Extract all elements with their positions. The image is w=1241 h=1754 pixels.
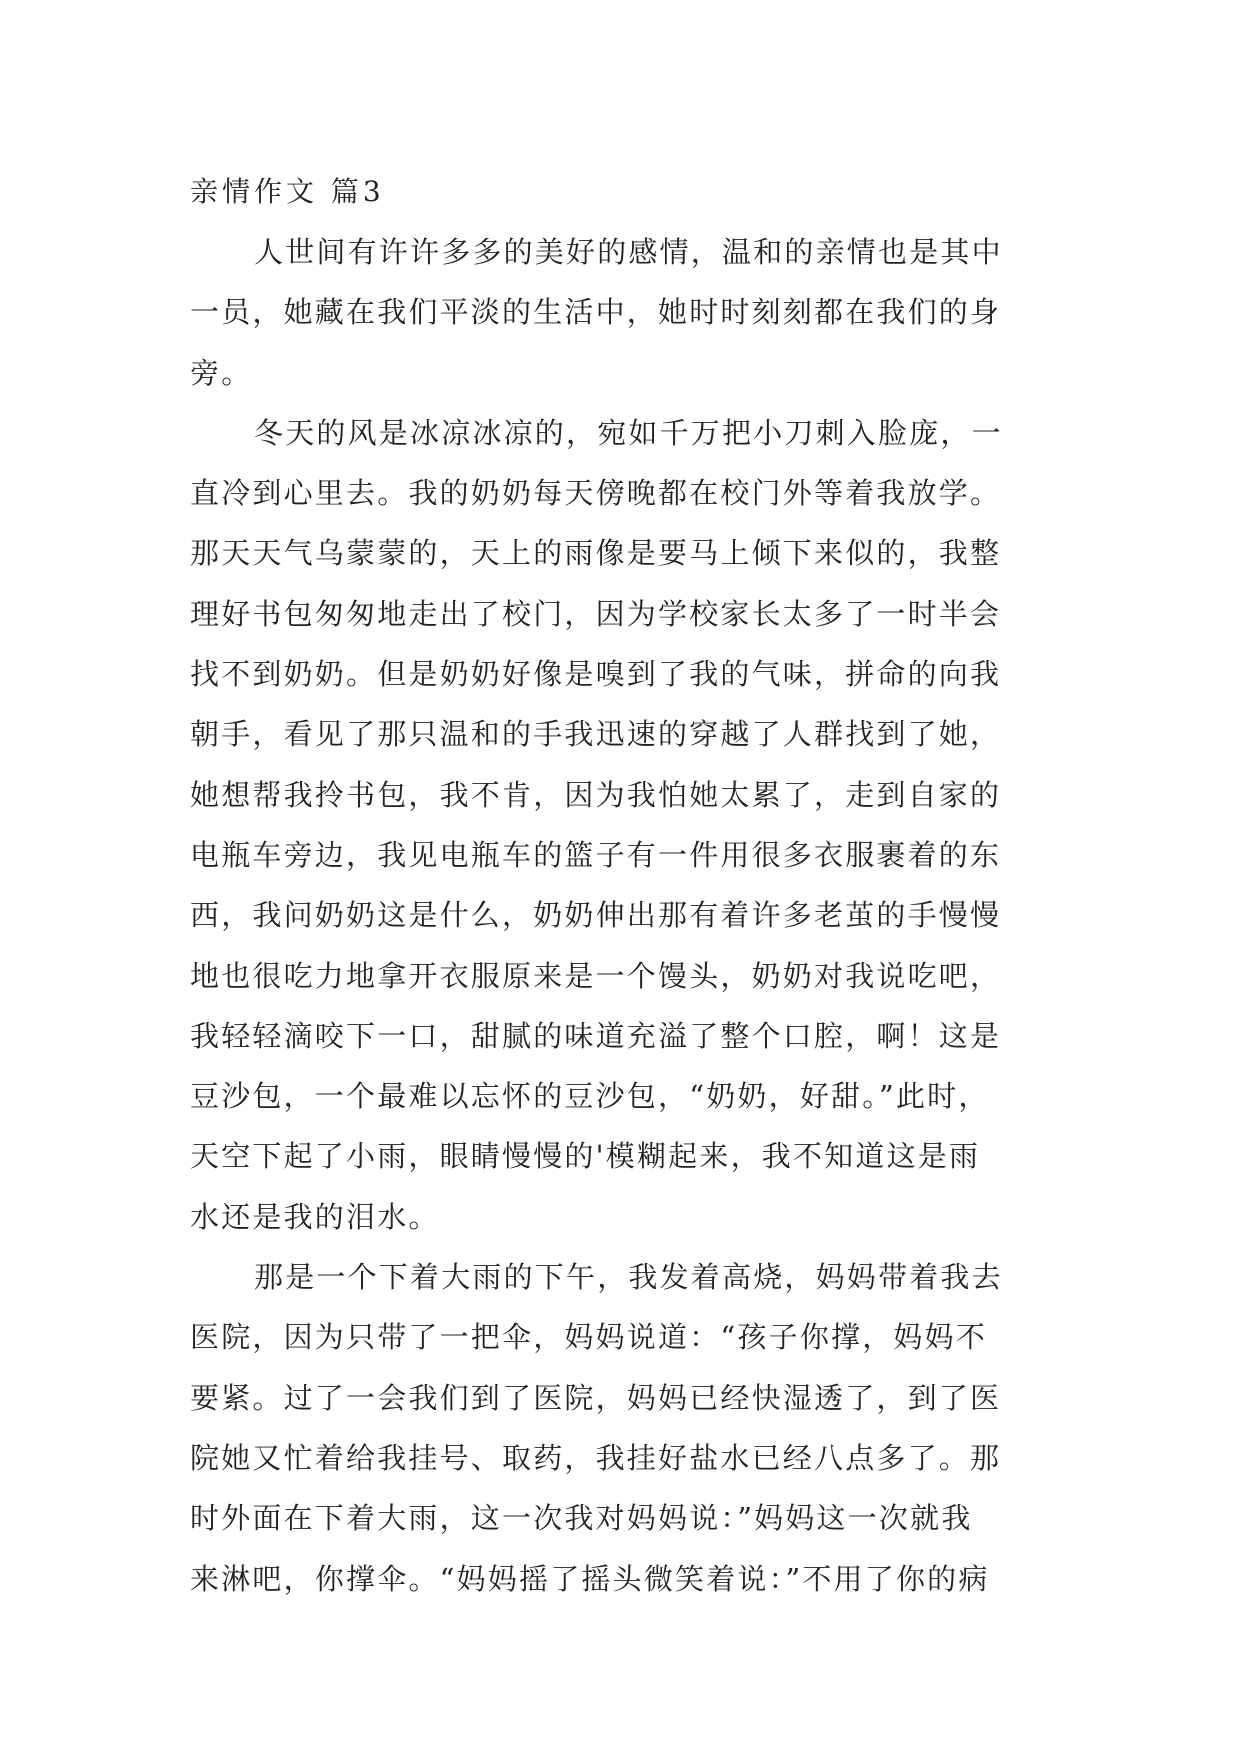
essay-body [190, 162, 1060, 1609]
text-line: 地也很吃力地拿开衣服原来是一个馒头，奶奶对我说吃吧， [190, 958, 1002, 993]
text-line: 她想帮我拎书包，我不肯，因为我怕她太累了，走到自家的 [190, 777, 1002, 812]
text-line: 我轻轻滴咬下一口，甜腻的味道充溢了整个口腔，啊！这是 [190, 1018, 1002, 1053]
text-line: 天空下起了小雨，眼睛慢慢的'模糊起来，我不知道这是雨 [190, 1139, 981, 1174]
text-line: 医院，因为只带了一把伞，妈妈说道：“孩子你撑，妈妈不 [190, 1320, 988, 1355]
text-line: 一员，她藏在我们平淡的生活中，她时时刻刻都在我们的身 [190, 295, 1002, 330]
paragraph-2 [190, 403, 1060, 1247]
text-line: 旁。 [190, 355, 253, 390]
essay-title: 亲情作文 篇3 [190, 175, 385, 208]
paragraph-1 [190, 222, 1060, 403]
text-line: 理好书包匆匆地走出了校门，因为学校家长太多了一时半会 [190, 596, 1002, 631]
text-line: 那是一个下着大雨的下午，我发着高烧，妈妈带着我去 [254, 1260, 1003, 1295]
text-line: 找不到奶奶。但是奶奶好像是嗅到了我的气味，拼命的向我 [190, 657, 1002, 692]
text-line: 西，我问奶奶这是什么，奶奶伸出那有着许多老茧的手慢慢 [190, 898, 1002, 933]
text-line: 时外面在下着大雨，这一次我对妈妈说：”妈妈这一次就我 [190, 1501, 973, 1536]
text-line: 院她又忙着给我挂号、取药，我挂好盐水已经八点多了。那 [190, 1440, 1002, 1475]
text-line: 那天天气乌蒙蒙的，天上的雨像是要马上倾下来似的，我整 [190, 536, 1002, 571]
text-line: 冬天的风是冰凉冰凉的，宛如千万把小刀刺入脸庞，一 [254, 415, 1003, 450]
text-line: 电瓶车旁边，我见电瓶车的篮子有一件用很多衣服裹着的东 [190, 837, 1002, 872]
text-line: 水还是我的泪水。 [190, 1199, 440, 1234]
text-line: 直冷到心里去。我的奶奶每天傍晚都在校门外等着我放学。 [190, 476, 1002, 511]
paragraph-3 [190, 1247, 1060, 1609]
text-line: 人世间有许许多多的美好的感情，温和的亲情也是其中 [254, 235, 1003, 269]
text-line: 朝手，看见了那只温和的手我迅速的穿越了人群找到了她， [190, 717, 1002, 752]
text-line: 要紧。过了一会我们到了医院，妈妈已经快湿透了，到了医 [190, 1380, 1002, 1415]
text-line: 来淋吧，你撑伞。“妈妈摇了摇头微笑着说：”不用了你的病 [190, 1561, 990, 1596]
text-line: 豆沙包，一个最难以忘怀的豆沙包，“奶奶，好甜。”此时， [190, 1079, 990, 1114]
